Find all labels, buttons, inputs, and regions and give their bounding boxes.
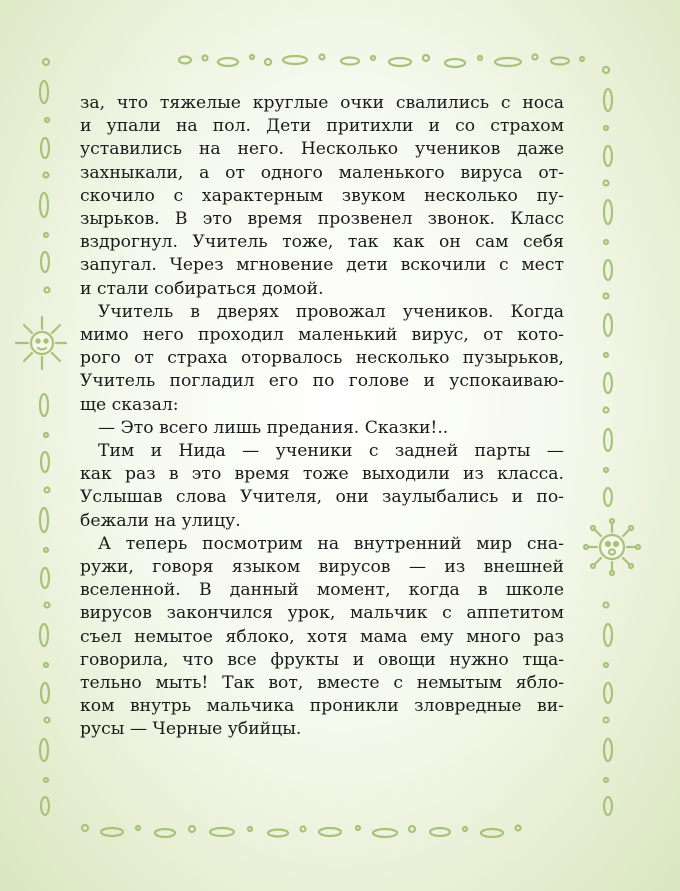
dialogue-line: — Это всего лишь предания. Сказки!.. xyxy=(98,417,449,438)
story-text xyxy=(80,92,564,742)
text-line: вселенной. В данный момент, когда в школе xyxy=(80,580,564,601)
text-line: говорила, что все фрукты и овощи нужно тща- xyxy=(80,649,564,670)
text-line: захныкали, а от одного маленького вируса от- xyxy=(80,162,564,183)
text-line: съел немытое яблоко, хотя мама ему много раз xyxy=(80,626,564,647)
left-bubble-border xyxy=(40,59,50,815)
text-line: ще сказал: xyxy=(80,394,179,415)
text-line: за, что тяжелые круглые очки свалились с носа xyxy=(80,93,564,113)
text-line: и упали на пол. Дети притихли и со страхом xyxy=(80,116,564,137)
text-line: Учитель в дверях провожал учеников. Когда xyxy=(98,301,564,322)
text-line: зырьков. В это время прозвенел звонок. Класс xyxy=(80,209,564,230)
text-line: Услышав слова Учителя, они заулыбались и по- xyxy=(80,487,564,508)
text-line: Тим и Нида — ученики с задней парты — xyxy=(98,441,564,462)
right-bubble-border xyxy=(603,67,612,815)
text-line: рого от страха оторвалось несколько пузырьков, xyxy=(80,348,564,369)
bottom-bubble-border xyxy=(82,825,521,837)
text-line: как раз в это время тоже выходили из класса. xyxy=(80,464,564,485)
text-line: тельно мыть! Так вот, вместе с немытым ябло- xyxy=(80,673,564,694)
text-line: мимо него проходил маленький вирус, от кото- xyxy=(80,325,564,346)
virus-sun-icon-left xyxy=(16,317,66,369)
top-bubble-border xyxy=(179,55,584,68)
text-line: Учитель погладил его по голове и успокаиваю- xyxy=(80,371,564,392)
text-line: вирусов закончился урок, мальчик с аппетитом xyxy=(80,603,564,624)
text-line: русы — Черные убийцы. xyxy=(80,719,302,740)
text-line: уставились на него. Несколько учеников даже xyxy=(80,139,564,160)
text-line: скочило с характерным звуком несколько пу- xyxy=(80,185,564,206)
text-line: запугал. Через мгновение дети вскочили с мест xyxy=(80,255,564,276)
text-line: и стали собираться домой. xyxy=(80,278,324,299)
text-line: ружи, говоря языком вирусов — из внешней xyxy=(80,557,564,578)
text-line: ком внутрь мальчика проникли зловредные ви- xyxy=(80,696,564,717)
text-line: А теперь посмотрим на внутренний мир сна- xyxy=(98,533,564,554)
text-line: бежали на улицу. xyxy=(80,510,241,531)
text-line: вздрогнул. Учитель тоже, так как он сам себя xyxy=(80,232,564,253)
virus-sun-icon-right xyxy=(584,519,640,575)
